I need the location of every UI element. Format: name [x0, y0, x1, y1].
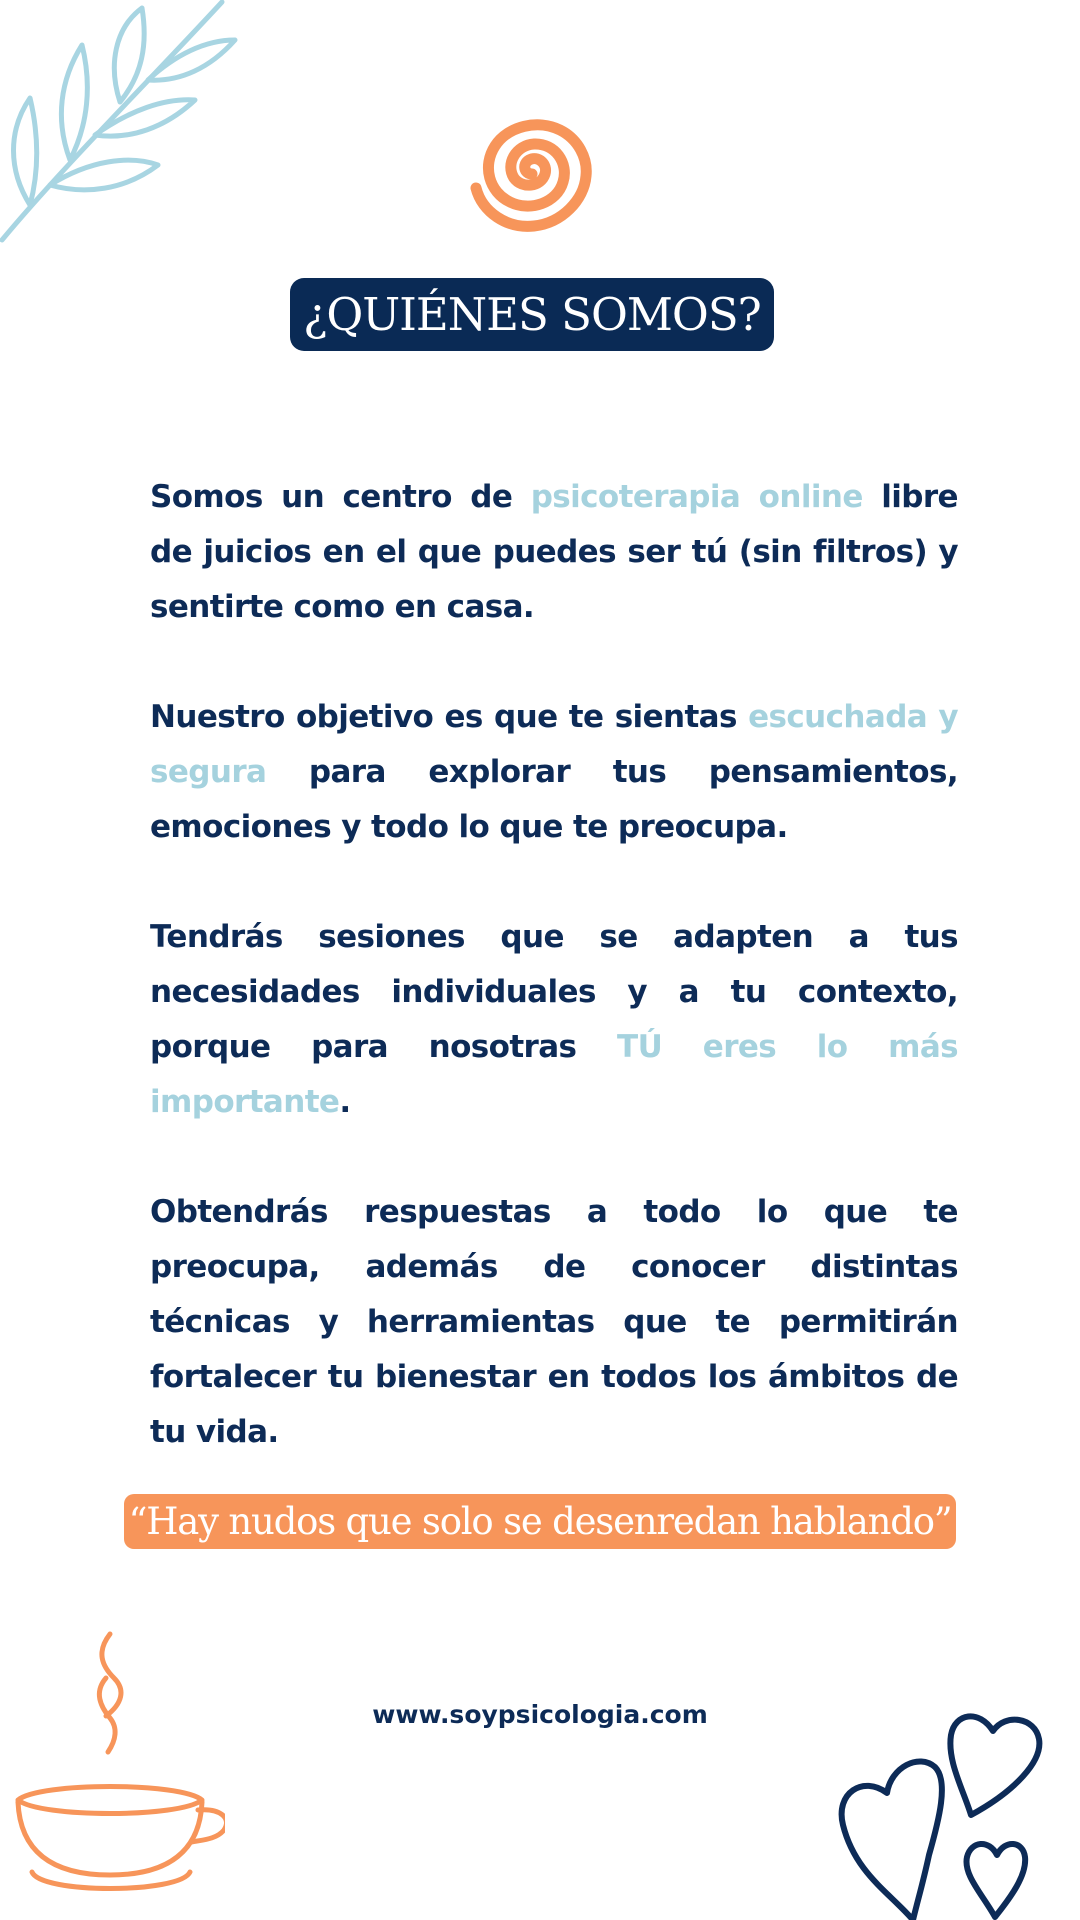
- paragraph-text: Nuestro objetivo es que te sientas: [150, 699, 749, 735]
- title-box: [290, 278, 774, 351]
- paragraph: [150, 690, 958, 855]
- body-content: [150, 470, 958, 1515]
- paragraph-text: Tendrás sesiones que se adapten a tus necesidades individuales y a tu contexto, porque para nosotras: [150, 919, 958, 1065]
- quote-text: “Hay nudos que solo se desenredan hablando”: [128, 1500, 952, 1543]
- highlighted-text: escuchada y segura: [150, 699, 958, 790]
- paragraph: [150, 910, 958, 1130]
- spiral-icon: [462, 108, 602, 236]
- page-title: ¿QUIÉNES SOMOS?: [303, 288, 761, 341]
- coffee-cup-icon: [10, 1630, 225, 1915]
- leaf-branch-icon: [0, 0, 240, 245]
- website-link[interactable]: www.soypsicologia.com: [372, 1700, 708, 1729]
- paragraph: [150, 1185, 958, 1460]
- hearts-icon: [835, 1705, 1080, 1920]
- paragraph-text: libre de juicios en el que puedes ser tú (sin filtros) y sentirte como en casa.: [150, 479, 958, 625]
- highlighted-text: TÚ eres lo más importante: [150, 1029, 958, 1120]
- quote-box: [124, 1494, 956, 1549]
- paragraph: [150, 470, 958, 635]
- paragraph-text: .: [339, 1084, 351, 1120]
- highlighted-text: psicoterapia online: [530, 479, 863, 515]
- paragraph-text: Somos un centro de: [150, 479, 531, 515]
- paragraph-text: para explorar tus pensamientos, emociones y todo lo que te preocupa.: [150, 754, 958, 845]
- paragraph-text: Obtendrás respuestas a todo lo que te preocupa, además de conocer distintas técnicas y herramientas que te permitirán fortalecer tu bienestar en todos los ámbitos de tu vida.: [150, 1194, 958, 1450]
